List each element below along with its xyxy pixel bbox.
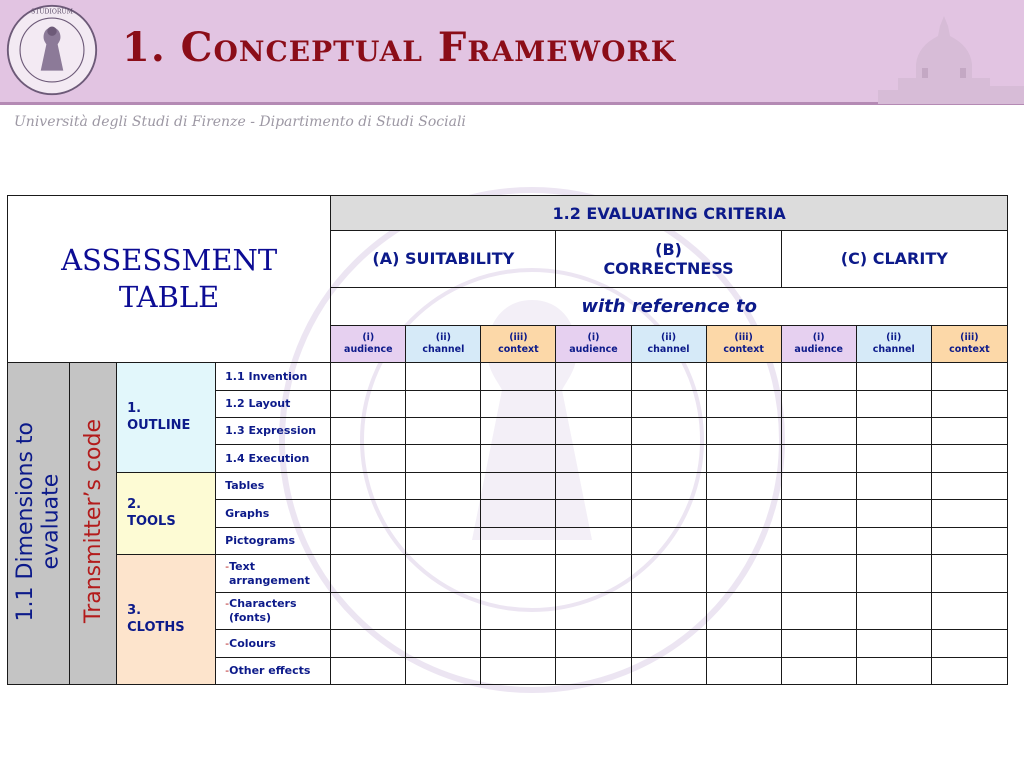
category-num: 1. [127,401,142,417]
criterion-suitability [331,231,556,288]
item-pictograms: Pictograms [216,528,331,555]
subheader-name: channel [872,344,915,355]
table-cell [331,391,406,418]
table-cell [781,473,856,500]
table-cell [781,500,856,528]
table-cell [631,555,706,593]
category-name: OUTLINE [127,417,191,433]
item-text-line-2: (fonts) [229,611,272,624]
seal-lettering: STUDIORUM [31,8,73,16]
table-cell [556,630,631,658]
dimensions-to-evaluate-label [8,363,70,685]
evaluating-criteria-header: 1.2 EVALUATING CRITERIA [331,196,1008,231]
table-cell [481,473,556,500]
table-cell [481,593,556,630]
table-cell [331,593,406,630]
table-cell [856,630,931,658]
subheader-num: (i) [362,332,375,344]
table-cell [631,528,706,555]
category-num: 2. [127,497,142,513]
table-row [8,363,1008,391]
table-cell [856,658,931,685]
table-cell [856,473,931,500]
table-cell [706,630,781,658]
item-text-line-1: Other effects [229,664,311,678]
university-seal-icon [5,3,99,97]
table-cell [781,445,856,473]
table-cell [331,418,406,445]
item-text-line-2: arrangement [229,573,310,587]
table-cell [556,418,631,445]
table-cell [631,445,706,473]
category-outline [117,363,216,473]
table-cell [931,593,1007,630]
table-cell [781,658,856,685]
table-cell [856,391,931,418]
item-other-effects [216,658,331,685]
table-cell [406,658,481,685]
subheader-num: (i) [587,332,600,344]
table-cell [631,391,706,418]
table-cell [631,630,706,658]
table-cell [931,555,1007,593]
subheader-context [706,326,781,363]
table-cell [706,500,781,528]
table-cell [931,363,1007,391]
table-cell [406,555,481,593]
item-text-arrangement [216,555,331,593]
category-cloths [117,555,216,685]
subheader-num: (iii) [509,332,528,344]
table-cell [781,630,856,658]
subheader-num: (i) [812,332,825,344]
table-cell [406,445,481,473]
item-invention: 1.1 Invention [216,363,331,391]
table-cell [706,473,781,500]
table-cell [856,363,931,391]
table-cell [856,555,931,593]
table-cell [706,555,781,593]
item-characters-fonts [216,593,331,630]
table-cell [481,391,556,418]
subheader-num: (iii) [960,332,979,344]
table-cell [781,593,856,630]
subheader-name: audience [794,344,843,355]
table-cell [556,658,631,685]
table-cell [481,445,556,473]
table-cell [556,473,631,500]
table-cell [331,630,406,658]
category-tools [117,473,216,555]
table-cell [706,363,781,391]
subheader-num: (ii) [886,332,902,344]
table-cell [556,445,631,473]
subheader-audience [781,326,856,363]
table-cell [706,528,781,555]
table-cell [856,445,931,473]
table-cell [781,555,856,593]
criterion-correctness [556,231,781,288]
table-cell [481,528,556,555]
table-cell [631,363,706,391]
item-colours [216,630,331,658]
subheader-audience [556,326,631,363]
table-cell [931,473,1007,500]
subheader-context [481,326,556,363]
item-dash: - [225,597,230,611]
dimensions-label-line-2: evaluate [38,473,64,570]
table-cell [331,500,406,528]
dimensions-label-text [13,422,64,621]
table-cell [856,500,931,528]
item-execution: 1.4 Execution [216,445,331,473]
table-cell [406,418,481,445]
table-cell [631,473,706,500]
subheader-name: audience [344,344,393,355]
page-title: 1. Conceptual Framework [122,24,677,71]
table-cell [556,363,631,391]
item-dash: - [225,664,230,678]
table-cell [556,500,631,528]
table-cell [856,593,931,630]
table-cell [931,418,1007,445]
table-cell [781,363,856,391]
subheader-name: channel [422,344,465,355]
item-text-line-1: Text [229,559,255,573]
table-cell [556,528,631,555]
table-cell [856,528,931,555]
subheader-channel [631,326,706,363]
table-cell [406,528,481,555]
item-dash: - [225,636,230,650]
criterion-clarity [781,231,1007,288]
item-dash: - [225,559,230,573]
table-cell [331,658,406,685]
table-cell [481,363,556,391]
category-name: CLOTHS [127,619,185,635]
item-layout: 1.2 Layout [216,391,331,418]
subheader-context [931,326,1007,363]
table-row [8,473,1008,500]
table-cell [706,445,781,473]
subheader-audience [331,326,406,363]
table-cell [706,391,781,418]
assessment-table-title [8,196,331,363]
table-cell [406,630,481,658]
with-reference-to: with reference to [331,288,1008,326]
subheader-name: context [723,344,764,355]
table-cell [406,593,481,630]
table-cell [931,445,1007,473]
table-cell [406,391,481,418]
table-cell [556,391,631,418]
table-cell [556,593,631,630]
transmitter-code-label [70,363,117,685]
criterion-clarity-label: (C) CLARITY [840,249,948,269]
table-cell [331,528,406,555]
table-cell [331,445,406,473]
table-cell [631,500,706,528]
subheader-num: (ii) [435,332,451,344]
table-cell [631,593,706,630]
item-expression: 1.3 Expression [216,418,331,445]
table-cell [781,528,856,555]
table-cell [406,500,481,528]
criterion-correctness-label-2: CORRECTNESS [603,259,734,278]
corner-line-2: TABLE [118,280,220,314]
subheader-name: context [498,344,539,355]
table-cell [481,630,556,658]
table-cell [556,555,631,593]
item-text-line-1: Characters [229,597,297,611]
header-divider [0,102,1024,105]
category-name: TOOLS [127,513,176,529]
table-cell [706,593,781,630]
item-text-line-1: Colours [229,636,276,650]
table-cell [781,418,856,445]
subheader-name: context [949,344,990,355]
table-cell [931,500,1007,528]
criterion-suitability-label: (A) SUITABILITY [372,249,515,269]
table-cell [931,391,1007,418]
table-cell [931,630,1007,658]
category-num: 3. [127,603,142,619]
dimensions-label-line-1: 1.1 Dimensions to [13,421,39,622]
criterion-correctness-label-1: (B) [655,239,682,259]
table-cell [631,418,706,445]
subheader-name: channel [647,344,690,355]
table-cell [706,418,781,445]
table-cell [706,658,781,685]
table-cell [331,363,406,391]
item-graphs: Graphs [216,500,331,528]
table-cell [931,658,1007,685]
subheader-channel [406,326,481,363]
table-row [8,555,1008,593]
table-cell [481,555,556,593]
table-cell [631,658,706,685]
transmitter-code-text: Transmitter’s code [80,419,106,624]
subheader-num: (ii) [660,332,677,344]
table-cell [481,500,556,528]
table-cell [481,658,556,685]
table-cell [856,418,931,445]
table-cell [781,391,856,418]
table-cell [406,363,481,391]
subheader-channel [856,326,931,363]
corner-line-1: ASSESSMENT [61,243,278,278]
table-cell [931,528,1007,555]
item-tables: Tables [216,473,331,500]
assessment-table [7,195,1008,685]
subheader-name: audience [569,344,618,355]
department-subtitle: Università degli Studi di Firenze - Dipartimento di Studi Sociali [14,114,466,130]
table-cell [406,473,481,500]
table-cell [481,418,556,445]
table-cell [331,555,406,593]
subheader-num: (iii) [734,332,753,344]
table-cell [331,473,406,500]
cathedral-dome-icon [878,12,1024,104]
